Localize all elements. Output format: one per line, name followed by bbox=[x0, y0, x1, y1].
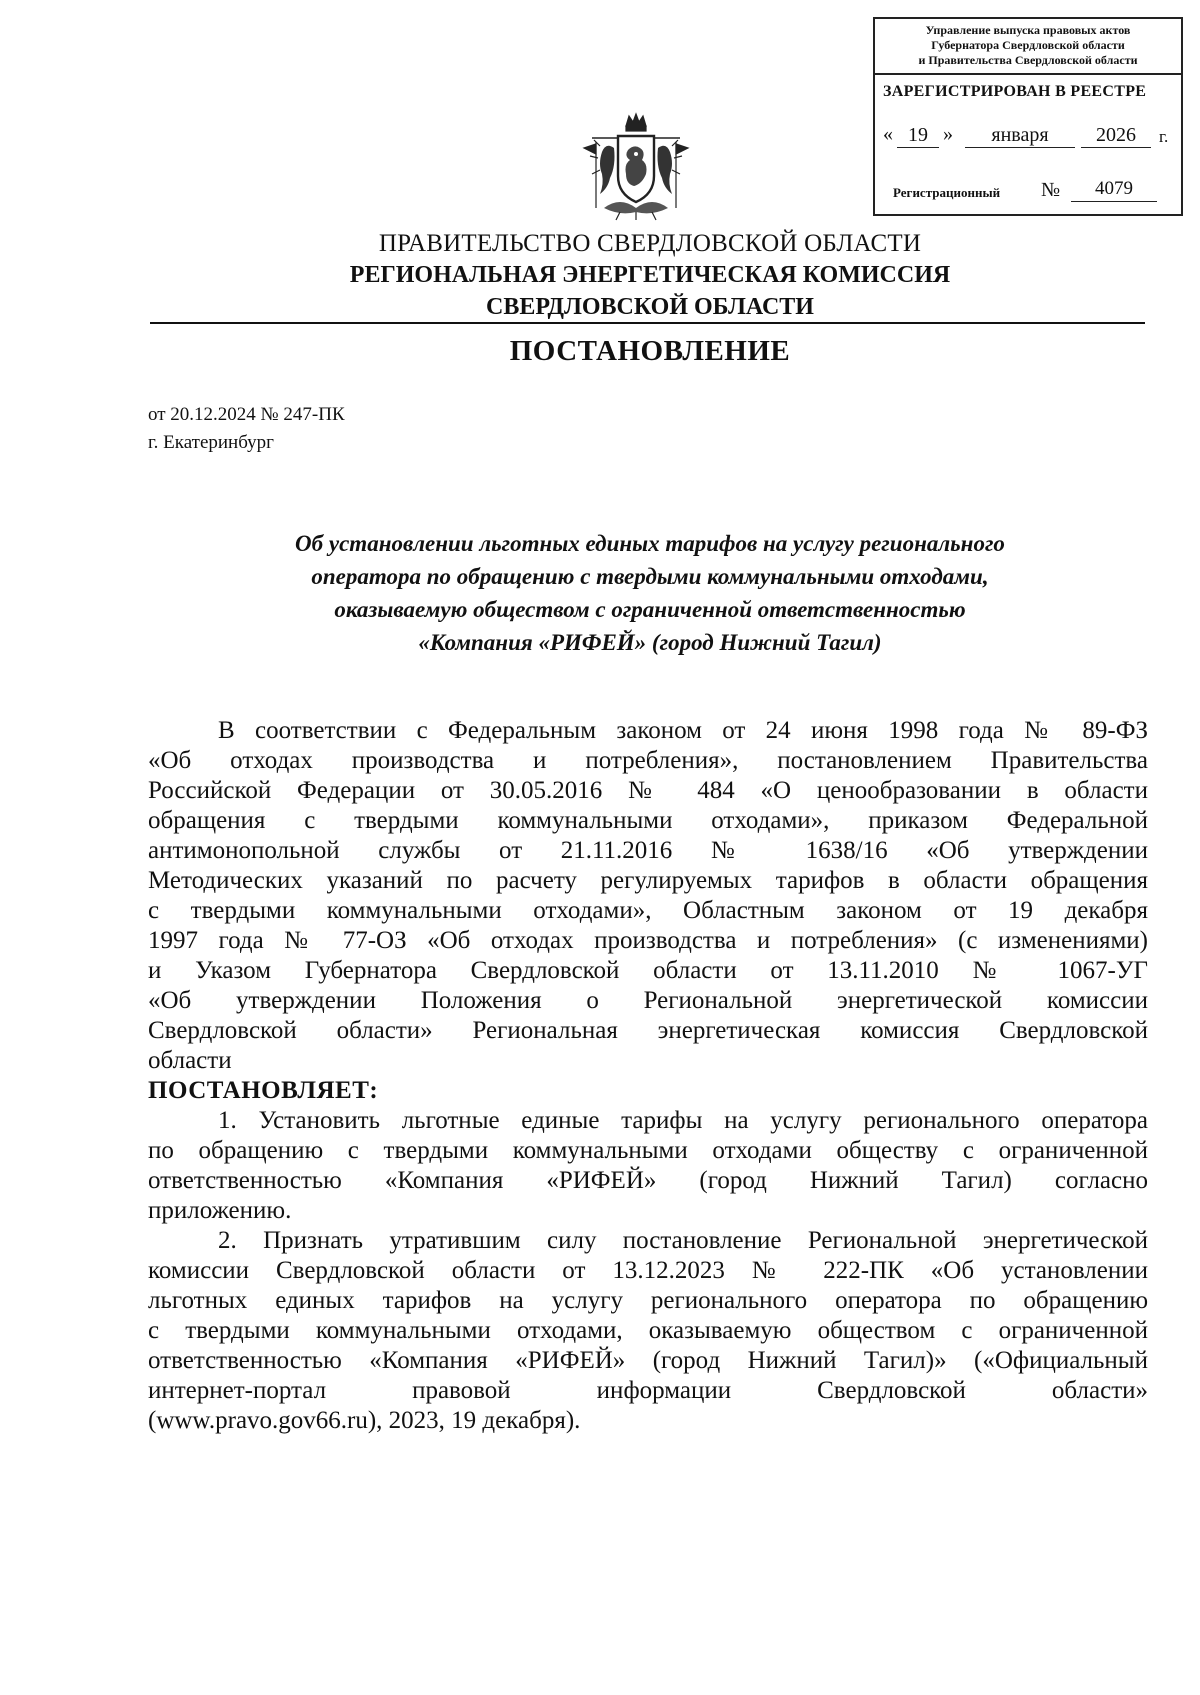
stamp-year-suffix: г. bbox=[1159, 127, 1169, 146]
subject-line: Об установлении льготных единых тарифов на услугу регионального bbox=[295, 531, 1005, 556]
commission-region: СВЕРДЛОВСКОЙ ОБЛАСТИ bbox=[486, 294, 814, 320]
stamp-org-line: Губернатора Свердловской области bbox=[931, 38, 1125, 52]
stamp-close-quote: » bbox=[943, 123, 953, 145]
stamp-org-line: Управление выпуска правовых актов bbox=[925, 23, 1131, 37]
commission-title: РЕГИОНАЛЬНАЯ ЭНЕРГЕТИЧЕСКАЯ КОМИССИЯ bbox=[349, 262, 951, 288]
stamp-registered-title: ЗАРЕГИСТРИРОВАН В РЕЕСТРЕ bbox=[883, 83, 1147, 100]
item1-line: по обращению с твердыми коммунальными отходами обществу с ограниченной bbox=[148, 1137, 1148, 1164]
item2-line: ответственностью «Компания «РИФЕЙ» (город Нижний Тагил)» («Официальный bbox=[148, 1347, 1148, 1374]
stamp-reg-number bbox=[893, 179, 1173, 209]
item2-line: интернет-портал правовой информации Свердловской области» bbox=[148, 1377, 1148, 1404]
stamp-day: 19 bbox=[897, 123, 939, 148]
preamble-line: с твердыми коммунальными отходами», Областным законом от 19 декабря bbox=[148, 897, 1148, 924]
stamp-open-quote: « bbox=[883, 123, 893, 145]
item2-line: 2. Признать утратившим силу постановление Региональной энергетической bbox=[218, 1227, 1148, 1254]
preamble-line: Свердловской области» Региональная энергетическая комиссия Свердловской bbox=[148, 1017, 1148, 1044]
stamp-reg-label: Регистрационный bbox=[893, 185, 1001, 200]
item2-line: льготных единых тарифов на услугу регионального оператора по обращению bbox=[148, 1287, 1148, 1314]
preamble-line: области bbox=[148, 1047, 232, 1074]
registration-stamp bbox=[873, 17, 1183, 216]
stamp-year: 2026 bbox=[1081, 123, 1151, 148]
header-divider bbox=[150, 322, 1145, 324]
stamp-date bbox=[883, 123, 1179, 153]
stamp-header bbox=[875, 19, 1181, 75]
item2-line: комиссии Свердловской области от 13.12.2023 № 222-ПК «Об установлении bbox=[148, 1257, 1148, 1284]
stamp-number-value: 4079 bbox=[1071, 177, 1157, 202]
subject-line: «Компания «РИФЕЙ» (город Нижний Тагил) bbox=[418, 630, 882, 655]
document-city: г. Екатеринбург bbox=[148, 432, 274, 453]
preamble-line: и Указом Губернатора Свердловской области от 13.11.2010 № 1067-УГ bbox=[148, 957, 1148, 984]
preamble-line: В соответствии с Федеральным законом от 24 июня 1998 года № 89-ФЗ bbox=[218, 717, 1148, 744]
item1-line: ответственностью «Компания «РИФЕЙ» (город Нижний Тагил) согласно bbox=[148, 1167, 1148, 1194]
document-date-number: от 20.12.2024 № 247-ПК bbox=[148, 404, 345, 425]
stamp-org-line: и Правительства Свердловской области bbox=[918, 53, 1138, 67]
government-title: ПРАВИТЕЛЬСТВО СВЕРДЛОВСКОЙ ОБЛАСТИ bbox=[378, 230, 922, 257]
preamble-line: обращения с твердыми коммунальными отходами», приказом Федеральной bbox=[148, 807, 1148, 834]
coat-of-arms-icon bbox=[576, 112, 696, 222]
item2-line: (www.pravo.gov66.ru), 2023, 19 декабря). bbox=[148, 1407, 581, 1434]
stamp-month: января bbox=[965, 123, 1075, 148]
item1-line: приложению. bbox=[148, 1197, 292, 1224]
item2-line: с твердыми коммунальными отходами, оказываемую обществом с ограниченной bbox=[148, 1317, 1148, 1344]
preamble-line: 1997 года № 77-ОЗ «Об отходах производства и потребления» (с изменениями) bbox=[148, 927, 1148, 954]
subject-line: оператора по обращению с твердыми коммунальными отходами, bbox=[311, 564, 989, 589]
preamble-line: Российской Федерации от 30.05.2016 № 484 «О ценообразовании в области bbox=[148, 777, 1148, 804]
item1-line: 1. Установить льготные единые тарифы на услугу регионального оператора bbox=[218, 1107, 1148, 1134]
resolves-heading: ПОСТАНОВЛЯЕТ: bbox=[148, 1077, 379, 1104]
stamp-number-sign: № bbox=[1041, 179, 1061, 201]
preamble-line: «Об утверждении Положения о Региональной энергетической комиссии bbox=[148, 987, 1148, 1014]
document-body bbox=[148, 716, 1148, 1436]
document-type-title: ПОСТАНОВЛЕНИЕ bbox=[509, 335, 791, 367]
subject-line: оказываемую обществом с ограниченной ответственностью bbox=[334, 597, 966, 622]
document-subject bbox=[150, 527, 1150, 659]
preamble-line: «Об отходах производства и потребления», постановлением Правительства bbox=[148, 747, 1148, 774]
preamble-line: антимонопольной службы от 21.11.2016 № 1638/16 «Об утверждении bbox=[148, 837, 1148, 864]
preamble-line: Методических указаний по расчету регулируемых тарифов в области обращения bbox=[148, 867, 1148, 894]
